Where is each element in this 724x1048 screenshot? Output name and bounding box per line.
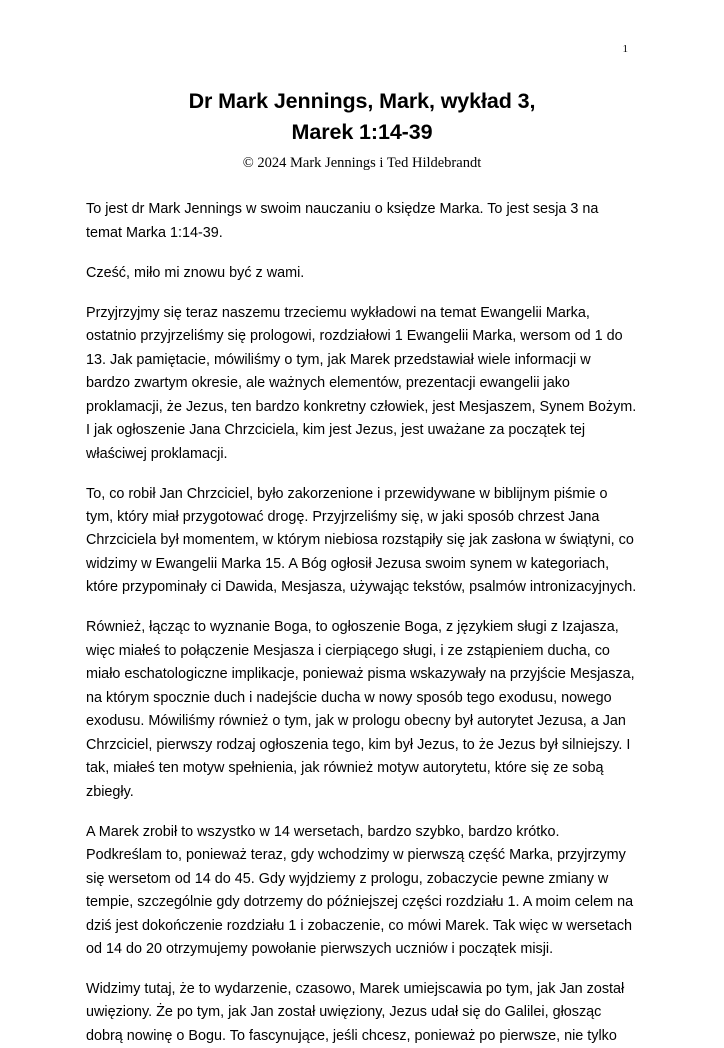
transcript-body: [86, 198, 638, 1048]
page-title: [86, 86, 638, 148]
page-number: 1: [622, 43, 628, 55]
document-content: [86, 86, 638, 1048]
copyright-line: © 2024 Mark Jennings i Ted Hildebrandt: [242, 155, 482, 172]
paragraph: Widzimy tutaj, że to wydarzenie, czasowo, Marek umiejscawia po tym, jak Jan został uwięziony. Że po tym, jak Jan został uwięziony, Jezus udał się do Galilei, głosząc dobrą nowinę o Bogu. To fascynujące, jeśli chcesz, ponieważ po pierwsze, nie tylko: [86, 980, 625, 1044]
title-line-1: Dr Mark Jennings, Mark, wykład 3,: [188, 89, 536, 113]
paragraph: Cześć, miło mi znowu być z wami.: [86, 264, 305, 281]
paragraph: Również, łącząc to wyznanie Boga, to ogłoszenie Boga, z językiem sługi z Izajasza, więc miałeś to połączenie Mesjasza i cierpiącego sługi, i ze zstąpieniem ducha, co miało eschatologiczne implikacje, ponieważ pisma wskazywały na przyjście Mesjasza, na którym spocznie duch i nadejście ducha w nowy sposób tego exodusu, nowego exodusu. Mówiliśmy również o tym, jak w prologu obecny był autorytet Jezusa, a Jan Chrzciciel, pierwszy rodzaj ogłoszenia tego, kim był Jezus, to że Jezus był silniejszy. I tak, miałeś ten motyw spełnienia, jak również motyw autorytetu, które się ze sobą zbiegły.: [86, 619, 635, 800]
title-line-2: Marek 1:14-39: [291, 120, 433, 145]
paragraph: A Marek zrobił to wszystko w 14 wersetach, bardzo szybko, bardzo krótko. Podkreślam to, ponieważ teraz, gdy wchodzimy w pierwszą część Marka, przyjrzymy się wersetom od 14 do 45. Gdy wyjdziemy z prologu, zobaczycie pewne zmiany w tempie, szczególnie gdy dotrzemy do późniejszej części rozdziału 1. A moim celem na dziś jest dokończenie rozdziału 1 i zobaczenie, co mówi Marek. Tak więc w wersetach od 14 do 20 otrzymujemy powołanie pierwszych uczniów i początek misji.: [86, 823, 634, 957]
paragraph: Przyjrzyjmy się teraz naszemu trzeciemu wykładowi na temat Ewangelii Marka, ostatnio przyjrzeliśmy się prologowi, rozdziałowi 1 Ewangelii Marka, wersom od 1 do 13. Jak pamiętacie, mówiliśmy o tym, jak Marek przedstawiał wiele informacji w bardzo zwartym okresie, ale ważnych elementów, prezentacji ewangelii jako proklamacji, że Jezus, ten bardzo konkretny człowiek, jest Mesjaszem, Synem Bożym. I jak ogłoszenie Jana Chrzciciela, kim jest Jezus, jest uważane za początek tej właściwej proklamacji.: [86, 304, 637, 462]
paragraph: To jest dr Mark Jennings w swoim nauczaniu o księdze Marka. To jest sesja 3 na temat Marka 1:14-39.: [86, 201, 599, 241]
paragraph: To, co robił Jan Chrzciciel, było zakorzenione i przewidywane w biblijnym piśmie o tym, który miał przygotować drogę. Przyjrzeliśmy się, w jaki sposób chrzest Jana Chrzciciela był momentem, w którym niebiosa rozstąpiły się jak zasłona w świątyni, co widzimy w Ewangelii Marka 15. A Bóg ogłosił Jezusa swoim synem w kategoriach, które przypominały ci Dawida, Mesjasza, używając tekstów, psalmów intronizacyjnych.: [86, 485, 637, 596]
